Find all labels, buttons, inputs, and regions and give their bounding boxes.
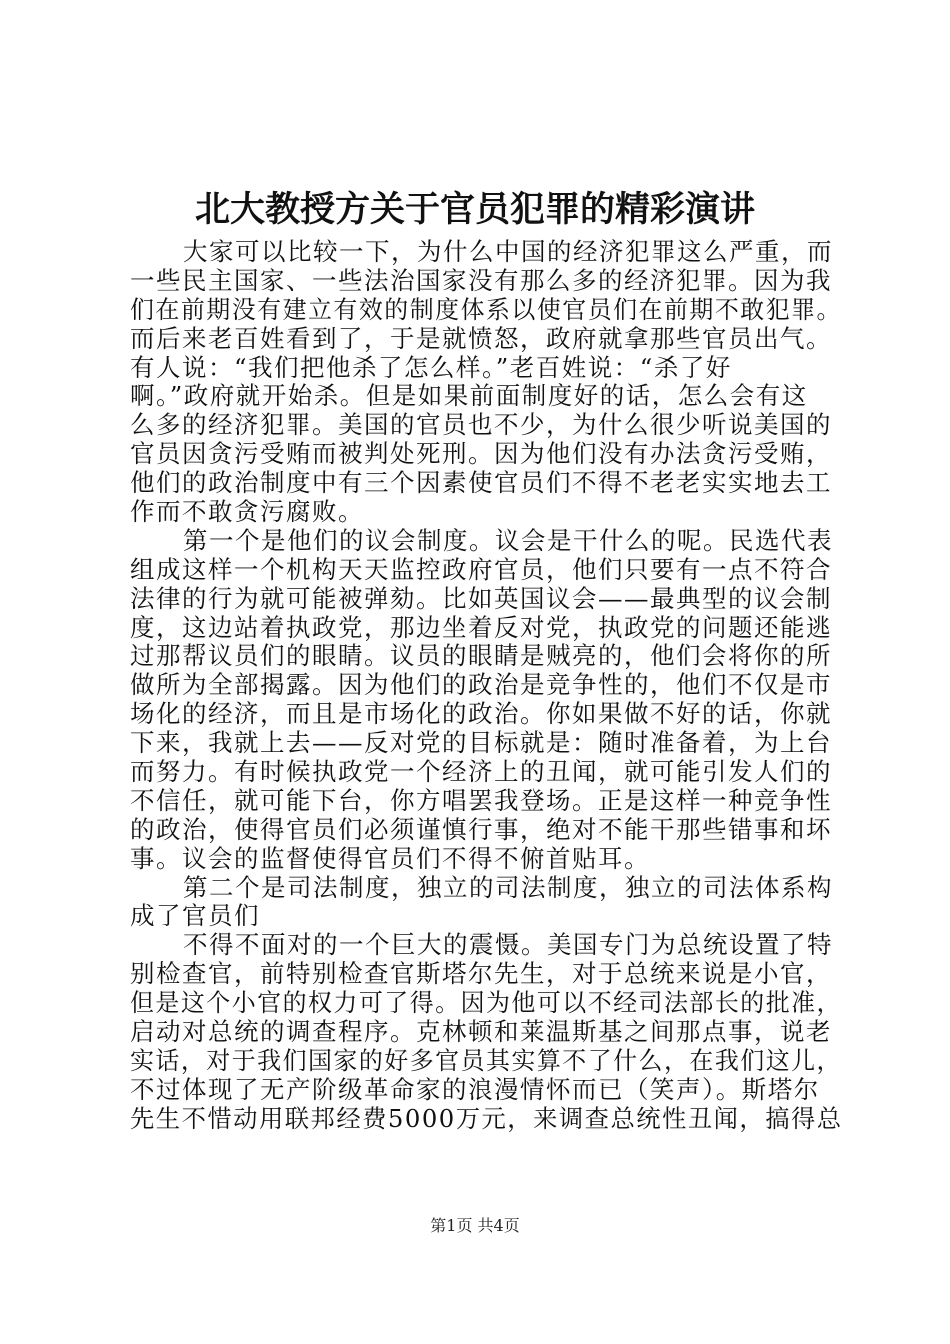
text-line: 么多的经济犯罪。美国的官员也不少，为什么很少听说美国的: [130, 410, 832, 440]
text-line: 第二个是司法制度，独立的司法制度，独立的司法体系构: [183, 872, 833, 902]
text-line: 但是这个小官的权力可了得。因为他可以不经司法部长的批准，: [130, 988, 842, 1018]
text-line: 他们的政治制度中有三个因素使官员们不得不老老实实地去工: [130, 468, 832, 498]
document-title: 北大教授方关于官员犯罪的精彩演讲: [194, 189, 755, 230]
text-line: 不信任，就可能下台，你方唱罢我登场。正是这样一种竞争性: [130, 785, 832, 815]
text-line: 别检查官，前特别检查官斯塔尔先生，对于总统来说是小官，: [130, 959, 832, 989]
text-line: 不得不面对的一个巨大的震慑。美国专门为总统设置了特: [183, 930, 833, 960]
text-line: 而后来老百姓看到了，于是就愤怒，政府就拿那些官员出气。: [130, 323, 832, 353]
document-body: [130, 237, 843, 1134]
text-line: 啊。”政府就开始杀。但是如果前面制度好的话，怎么会有这: [130, 381, 808, 411]
text-line: 有人说：“我们把他杀了怎么样。”老百姓说：“杀了好: [130, 352, 732, 382]
text-line: 官员因贪污受贿而被判处死刑。因为他们没有办法贪污受贿，: [130, 439, 832, 469]
text-line: 下来，我就上去——反对党的目标就是：随时准备着，为上台: [130, 728, 832, 758]
text-line: 过那帮议员们的眼睛。议员的眼睛是贼亮的，他们会将你的所: [130, 641, 832, 671]
text-line: 组成这样一个机构天天监控政府官员，他们只要有一点不符合: [130, 554, 832, 584]
text-line: 启动对总统的调查程序。克林顿和莱温斯基之间那点事，说老: [130, 1017, 832, 1047]
text-line: 场化的经济，而且是市场化的政治。你如果做不好的话，你就: [130, 699, 832, 729]
text-line: 实话，对于我们国家的好多官员其实算不了什么，在我们这儿，: [130, 1045, 842, 1075]
text-line: 不过体现了无产阶级革命家的浪漫情怀而已（笑声）。斯塔尔: [130, 1074, 820, 1104]
text-line: 做所为全部揭露。因为他们的政治是竞争性的，他们不仅是市: [130, 670, 832, 700]
text-line: 而努力。有时候执政党一个经济上的丑闻，就可能引发人们的: [130, 757, 832, 787]
text-line: 大家可以比较一下，为什么中国的经济犯罪这么严重，而: [183, 237, 833, 266]
text-line: 们在前期没有建立有效的制度体系以使官员们在前期不敢犯罪。: [130, 294, 842, 324]
text-line: 一些民主国家、一些法治国家没有那么多的经济犯罪。因为我: [130, 265, 832, 295]
text-line: 的政治，使得官员们必须谨慎行事，绝对不能干那些错事和坏: [130, 814, 832, 844]
page-footer: 第1页 共4页: [430, 1216, 520, 1235]
text-line: 度，这边站着执政党，那边坐着反对党，执政党的问题还能逃: [130, 612, 832, 642]
text-line: 先生不惜动用联邦经费5000万元，来调查总统性丑闻，搞得总: [130, 1103, 843, 1133]
text-line: 事。议会的监督使得官员们不得不俯首贴耳。: [130, 843, 650, 873]
text-line: 法律的行为就可能被弹劾。比如英国议会——最典型的议会制: [130, 583, 832, 613]
text-line: 第一个是他们的议会制度。议会是干什么的呢。民选代表: [183, 525, 833, 555]
text-line: 成了官员们: [130, 901, 260, 931]
text-line: 作而不敢贪污腐败。: [130, 497, 364, 527]
